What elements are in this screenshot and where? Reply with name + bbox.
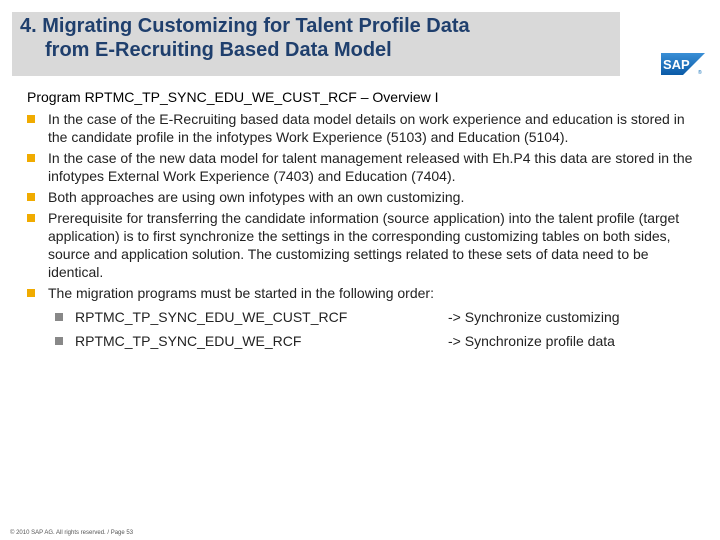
bullet-item: [27, 188, 707, 206]
program-action: -> Synchronize customizing: [448, 309, 620, 325]
title-line-1: 4. Migrating Customizing for Talent Profile Data: [20, 15, 470, 37]
registered-mark: ®: [698, 70, 702, 75]
sub-bullet-item: [27, 332, 707, 350]
sap-logo-text: SAP: [663, 57, 690, 72]
program-name: RPTMC_TP_SYNC_EDU_WE_CUST_RCF: [75, 309, 348, 325]
bullet-text: Both approaches are using own infotypes with an own customizing.: [48, 189, 465, 205]
bullet-square-icon: [27, 115, 35, 123]
bullet-text: Prerequisite for transferring the candidate information (source application) into the talent profile (target application) is to first synchronize the settings in the corresponding customizing tables on both sides, source and application solution. The customizing settings related to these sets of data need to be identical.: [48, 210, 680, 280]
bullet-square-icon: [27, 193, 35, 201]
bullet-item: [27, 284, 707, 350]
sub-bullet-list: [48, 308, 707, 350]
sub-bullet-item: [27, 308, 707, 326]
bullet-item: [27, 110, 707, 146]
slide-title: [20, 14, 610, 62]
bullet-text: In the case of the new data model for talent management released with Eh.P4 this data are stored in the infotypes External Work Experience (7403) and Education (7404).: [48, 150, 693, 184]
sap-logo: [661, 53, 705, 75]
footer-copyright: © 2010 SAP AG. All rights reserved. / Page 53: [10, 530, 134, 536]
bullet-item: [27, 209, 707, 281]
bullet-square-icon: [27, 214, 35, 222]
overview-heading: Program RPTMC_TP_SYNC_EDU_WE_CUST_RCF – Overview I: [27, 89, 439, 105]
bullet-square-icon: [27, 154, 35, 162]
program-name: RPTMC_TP_SYNC_EDU_WE_RCF: [75, 333, 302, 349]
slide-content: [27, 87, 707, 350]
program-action: -> Synchronize profile data: [448, 333, 615, 349]
sub-bullet-square-icon: [55, 313, 63, 321]
sub-bullet-square-icon: [55, 337, 63, 345]
title-line-2: from E-Recruiting Based Data Model: [45, 39, 392, 61]
bullet-list: [27, 110, 707, 350]
bullet-item: [27, 149, 707, 185]
bullet-text: The migration programs must be started in the following order:: [48, 285, 434, 301]
bullet-text: In the case of the E-Recruiting based data model details on work experience and education is stored in the candidate profile in the infotypes Work Experience (5103) and Education (5104).: [48, 111, 685, 145]
bullet-square-icon: [27, 289, 35, 297]
